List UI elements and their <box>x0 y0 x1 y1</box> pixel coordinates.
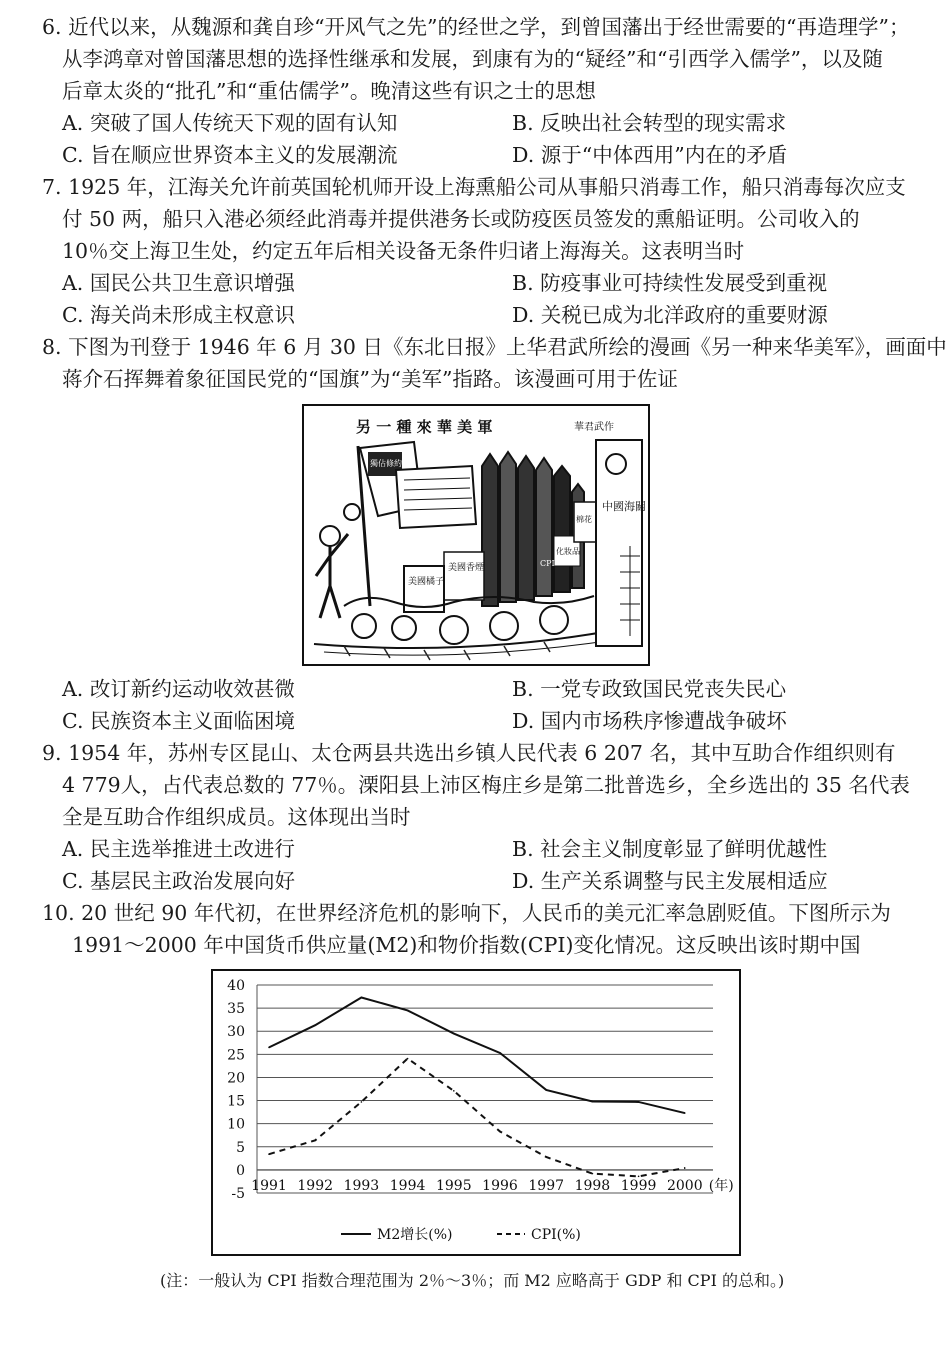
data-point-cpi <box>638 1176 640 1178</box>
q6-stem-line-1: 6. 近代以来，从魏源和龚自珍“开风气之先”的经世之学，到曾国藩出于经世需要的“再造理学”； <box>42 15 910 39</box>
q8-stem-line-2: 蒋介石挥舞着象征国民党的“国旗”为“美军”指路。该漫画可用于佐证 <box>62 367 678 391</box>
y-tick-label: 10 <box>227 1116 245 1133</box>
cartoon-label-oranges: 美國橘子 <box>408 577 445 587</box>
cartoon-author: 華君武作 <box>574 422 614 433</box>
data-point-cpi <box>361 1101 363 1103</box>
data-point-m2 <box>638 1101 640 1103</box>
cartoon-image <box>302 404 650 666</box>
y-tick-label: -5 <box>231 1186 245 1202</box>
q6-stem-line-3: 后章太炎的“批孔”和“重估儒学”。晚清这些有识之士的思想 <box>62 79 596 103</box>
series-line-cpi <box>269 1058 685 1176</box>
x-tick-label: 1992 <box>297 1177 334 1194</box>
cartoon-label-cpi: CPI <box>540 559 555 568</box>
q7-option-a[interactable]: A. 国民公共卫生意识增强 <box>62 271 295 295</box>
cartoon-label-cosmetics: 化妝品 <box>556 547 580 556</box>
data-point-m2 <box>268 1047 270 1049</box>
x-axis-unit: (年) <box>708 1177 734 1194</box>
data-point-cpi <box>684 1167 686 1169</box>
data-point-cpi <box>545 1156 547 1158</box>
data-point-cpi <box>592 1173 594 1175</box>
q8-option-c[interactable]: C. 民族资本主义面临困境 <box>62 709 295 733</box>
y-tick-label: 20 <box>227 1070 245 1087</box>
y-tick-label: 0 <box>236 1162 245 1179</box>
q7-stem-line-2: 付 50 两，船只入港必须经此消毒并提供港务长或防疫医员签发的熏船证明。公司收入的 <box>62 207 860 231</box>
q9-option-d[interactable]: D. 生产关系调整与民主发展相适应 <box>512 869 828 893</box>
q9-stem-line-2: 4 779人，占代表总数的 77％。溧阳县上沛区梅庄乡是第二批普选乡，全乡选出的 35 名代表 <box>62 773 910 797</box>
q9-option-a[interactable]: A. 民主选举推进土改进行 <box>62 837 295 861</box>
cartoon-flag-text: 獨佔條約 <box>370 459 402 468</box>
q7-stem-line-1: 7. 1925 年，江海关允许前英国轮机师开设上海熏船公司从事船只消毒工作，船只消毒每次应支 <box>42 175 906 199</box>
y-tick-label: 40 <box>227 978 245 994</box>
data-point-m2 <box>684 1112 686 1114</box>
data-point-m2 <box>592 1101 594 1103</box>
chart-series-lines <box>268 997 685 1177</box>
x-tick-label: 1996 <box>482 1177 518 1194</box>
q9-option-b[interactable]: B. 社会主义制度彰显了鲜明优越性 <box>512 837 828 861</box>
data-point-m2 <box>361 997 363 999</box>
data-point-m2 <box>453 1033 455 1035</box>
q7-option-b[interactable]: B. 防疫事业可持续性发展受到重视 <box>512 271 828 295</box>
chart-x-tick-labels <box>251 1177 734 1194</box>
data-point-m2 <box>314 1024 316 1026</box>
q9-option-c[interactable]: C. 基层民主政治发展向好 <box>62 869 295 893</box>
y-tick-label: 30 <box>227 1024 245 1041</box>
x-tick-label: 1998 <box>574 1177 611 1194</box>
x-tick-label: 1997 <box>528 1177 565 1194</box>
q7-stem-line-3: 10％交上海卫生处，约定五年后相关设备无条件归诸上海海关。这表明当时 <box>62 239 745 263</box>
series-line-m2 <box>269 997 685 1113</box>
data-point-cpi <box>268 1153 270 1155</box>
legend-label-cpi: CPI(%) <box>531 1227 581 1243</box>
q6-option-b[interactable]: B. 反映出社会转型的现实需求 <box>512 111 787 135</box>
q9-stem-line-3: 全是互助合作组织成员。这体现出当时 <box>62 805 411 829</box>
chart-legend <box>341 1227 581 1243</box>
q9-stem-line-1: 9. 1954 年，苏州专区昆山、太仓两县共选出乡镇人民代表 6 207 名，其中互助合作组织则有 <box>42 741 896 765</box>
q8-option-b[interactable]: B. 一党专政致国民党丧失民心 <box>512 677 787 701</box>
m2-cpi-line-chart <box>213 971 739 1254</box>
y-tick-label: 15 <box>227 1093 245 1110</box>
data-point-cpi <box>407 1058 409 1060</box>
cartoon-gate-text: 中國海關 <box>602 500 646 513</box>
q10-note: (注：一般认为 CPI 指数合理范围为 2％～3％；而 M2 应略高于 GDP 和 CPI 的总和。) <box>160 1271 785 1290</box>
q6-stem-line-2: 从李鸿章对曾国藩思想的选择性继承和发展，到康有为的“疑经”和“引西学入儒学”，以及随 <box>62 47 883 71</box>
data-point-m2 <box>545 1089 547 1091</box>
y-tick-label: 5 <box>236 1139 245 1156</box>
q6-option-c[interactable]: C. 旨在顺应世界资本主义的发展潮流 <box>62 143 398 167</box>
legend-label-m2: M2增长(%) <box>377 1227 453 1243</box>
cartoon-title: 另 一 種 來 華 美 軍 <box>356 418 493 436</box>
x-tick-label: 1991 <box>251 1177 287 1194</box>
chart-gridlines <box>257 985 713 1193</box>
x-tick-label: 1994 <box>389 1177 426 1194</box>
x-tick-label: 1995 <box>435 1177 472 1194</box>
q10-stem-line-1: 10. 20 世纪 90 年代初，在世界经济危机的影响下，人民币的美元汇率急剧贬值。下图所示为 <box>42 901 891 925</box>
data-point-cpi <box>453 1090 455 1092</box>
q10-stem-line-2: 1991～2000 年中国货币供应量(M2)和物价指数(CPI)变化情况。这反映出该时期中国 <box>72 933 861 957</box>
q7-option-d[interactable]: D. 关税已成为北洋政府的重要财源 <box>512 303 828 327</box>
x-tick-label: 2000 <box>666 1177 703 1194</box>
data-point-m2 <box>499 1052 501 1054</box>
q7-option-c[interactable]: C. 海关尚未形成主权意识 <box>62 303 295 327</box>
y-tick-label: 35 <box>227 1001 245 1018</box>
data-point-cpi <box>314 1140 316 1142</box>
q8-stem-line-1: 8. 下图为刊登于 1946 年 6 月 30 日《东北日报》上华君武所绘的漫画《另一种来华美军》，画面中 <box>42 335 947 359</box>
x-tick-label: 1993 <box>343 1177 380 1194</box>
cartoon-drawing <box>304 406 648 664</box>
cartoon-label-cotton: 棉花 <box>576 515 592 524</box>
x-tick-label: 1999 <box>620 1177 657 1194</box>
chart-y-tick-labels <box>227 978 245 1202</box>
q8-option-a[interactable]: A. 改订新约运动收效甚微 <box>62 677 295 701</box>
data-point-cpi <box>499 1131 501 1133</box>
y-tick-label: 25 <box>227 1047 245 1064</box>
data-point-m2 <box>407 1010 409 1012</box>
q6-option-a[interactable]: A. 突破了国人传统天下观的固有认知 <box>62 111 398 135</box>
q8-option-d[interactable]: D. 国内市场秩序惨遭战争破坏 <box>512 709 787 733</box>
q6-option-d[interactable]: D. 源于“中体西用”内在的矛盾 <box>512 143 788 167</box>
cartoon-label-cigarettes: 美國香煙 <box>448 563 485 573</box>
chart-frame <box>211 969 741 1256</box>
